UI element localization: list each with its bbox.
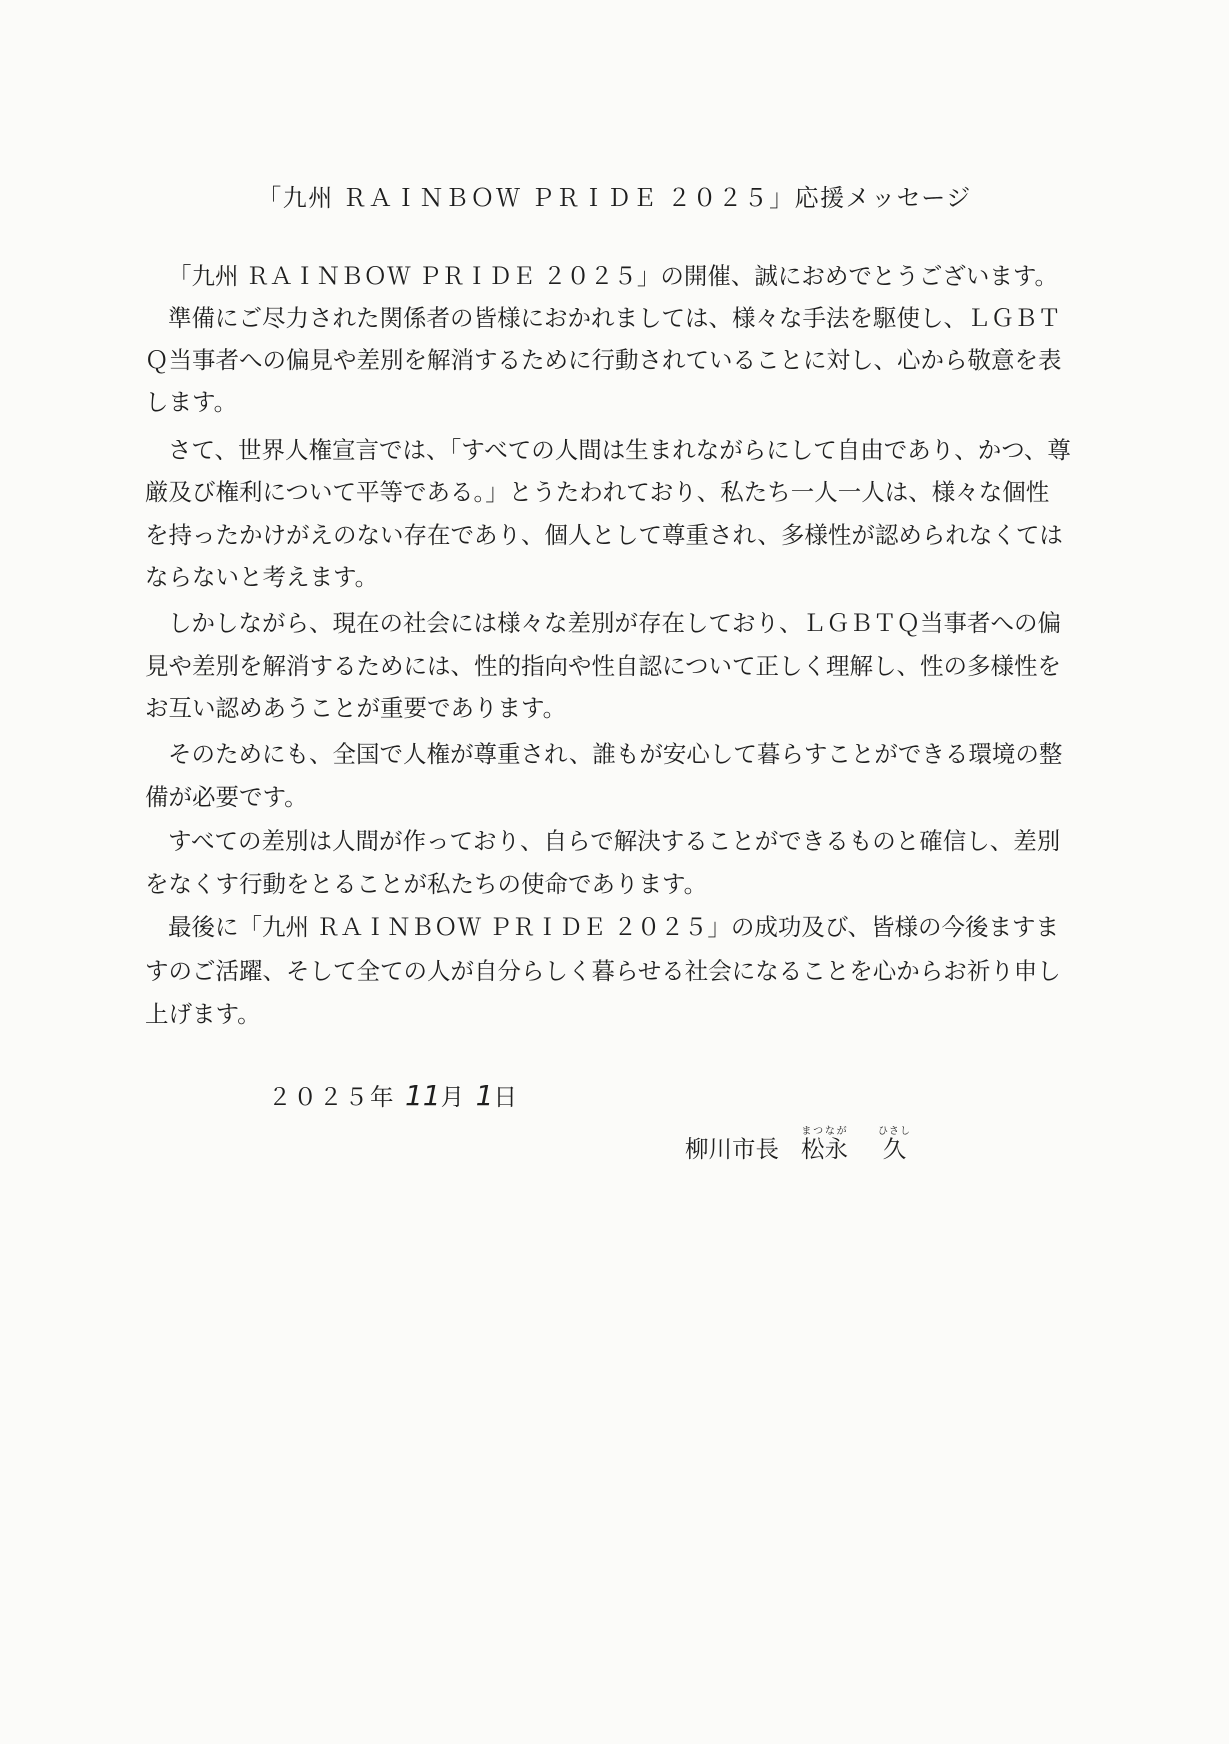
body-line: 上げます。: [145, 1000, 261, 1028]
signer-surname: [801, 1126, 848, 1163]
body-line: をなくす行動をとることが私たちの使命であります。: [145, 870, 708, 898]
date-day-handwritten: 1: [475, 1079, 494, 1112]
body-line: Ｑ当事者への偏見や差別を解消するために行動されていることに対し、心から敬意を表: [145, 346, 1062, 374]
issue-date: [268, 1078, 519, 1112]
body-line: お互い認めあうことが重要であります。: [145, 694, 567, 722]
body-line: を持ったかけがえのない存在であり、個人として尊重され、多様性が認められなくては: [145, 521, 1063, 549]
date-day-suffix: 日: [493, 1083, 519, 1111]
body-line: しかしながら、現在の社会には様々な差別が存在しており、ＬＧＢＴＱ当事者への偏: [168, 609, 1061, 637]
signer-given-name-text: 久: [878, 1135, 911, 1163]
signer-surname-reading: まつなが: [801, 1126, 848, 1137]
date-month-suffix: 月: [440, 1083, 467, 1111]
signer-surname-text: 松永: [801, 1135, 848, 1163]
body-line: 準備にご尽力された関係者の皆様におかれましては、様々な手法を駆使し、ＬＧＢＴ: [168, 304, 1061, 332]
body-line: 「九州 ＲＡＩＮＢＯＷ ＰＲＩＤＥ ２０２５」の開催、誠におめでとうございます。: [168, 262, 1059, 290]
signer-position: 柳川市長: [685, 1135, 779, 1163]
signature-block: [685, 1126, 911, 1164]
body-line: そのためにも、全国で人権が尊重され、誰もが安心して暮らすことができる環境の整: [168, 740, 1063, 768]
date-month-handwritten: 11: [404, 1079, 441, 1112]
body-line: します。: [145, 388, 238, 416]
body-line: すべての差別は人間が作っており、自らで解決することができるものと確信し、差別: [168, 827, 1061, 855]
body-line: 最後に「九州 ＲＡＩＮＢＯＷ ＰＲＩＤＥ ２０２５」の成功及び、皆様の今後ますま: [168, 913, 1059, 941]
body-line: 備が必要です。: [145, 783, 308, 811]
body-line: さて、世界人権宣言では、「すべての人間は生まれながらにして自由であり、かつ、尊: [168, 436, 1071, 464]
signer-given-name: [878, 1126, 911, 1163]
date-year-suffix: 年: [370, 1083, 396, 1111]
body-line: すのご活躍、そして全ての人が自分らしく暮らせる社会になることを心からお祈り申し: [145, 957, 1061, 985]
body-line: 見や差別を解消するためには、性的指向や性自認について正しく理解し、性の多様性を: [145, 652, 1062, 680]
document-title: 「九州 ＲＡＩＮＢＯＷ ＰＲＩＤＥ ２０２５」応援メッセージ: [257, 184, 972, 212]
signer-given-name-reading: ひさし: [878, 1126, 911, 1137]
body-line: ならないと考えます。: [145, 563, 379, 591]
date-year: ２０２５: [268, 1083, 370, 1111]
body-line: 厳及び権利について平等である。」とうたわれており、私たち一人一人は、様々な個性: [145, 478, 1050, 506]
